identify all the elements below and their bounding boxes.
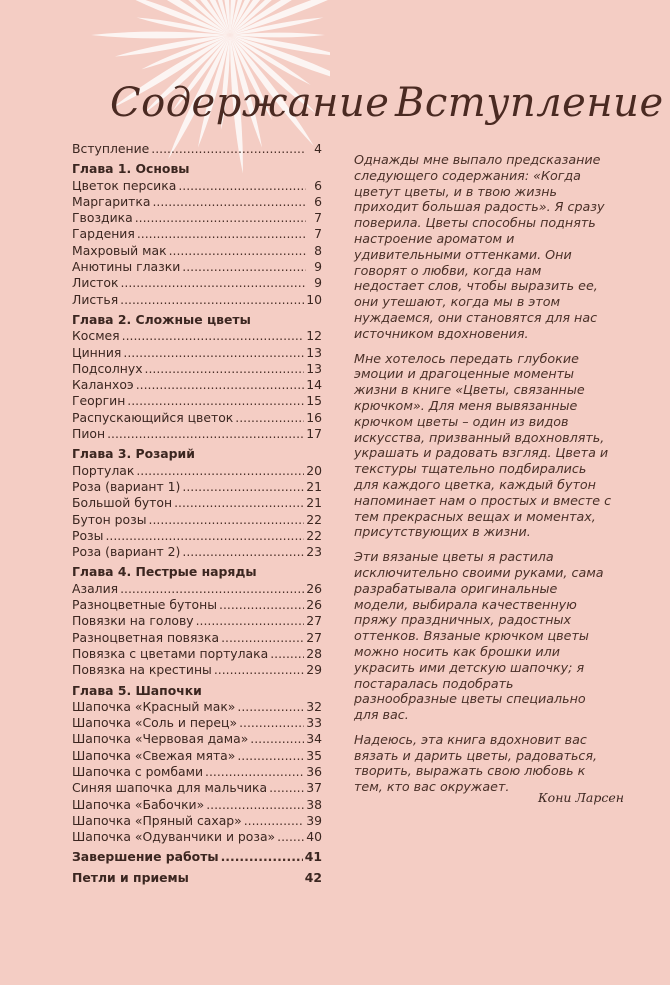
toc-title: Содержание — [110, 80, 390, 126]
toc-entry[interactable]: Каланхоэ ..... 14 — [72, 377, 322, 393]
toc-entry[interactable]: Маргаритка ..... 6 — [72, 194, 322, 210]
toc-entry[interactable]: Азалия ..... 26 — [72, 581, 322, 597]
toc-entry[interactable]: Шапочка «Одуванчики и роза» ..... 40 — [72, 829, 322, 845]
toc-entry[interactable]: Шапочка «Красный мак» ..... 32 — [72, 699, 322, 715]
intro-text — [354, 152, 614, 804]
toc-entry[interactable]: Пион ..... 17 — [72, 426, 322, 442]
intro-paragraph: Эти вязаные цветы я растила исключительно своими руками, сама разрабатывала оригинальные модели, выбирала качественную пряжу праздничных, радостных оттенков. Вязаные крючком цветы можно носить как брошки или украсить ими детскую шапочку; я постаралась подобрать разнообразные цветы специально для вас. — [354, 549, 604, 723]
toc-entry[interactable]: Листья ..... 10 — [72, 292, 322, 308]
toc-entry[interactable]: Махровый мак ..... 8 — [72, 243, 322, 259]
toc-entry[interactable]: Гардения ..... 7 — [72, 226, 322, 242]
intro-title: Вступление — [395, 80, 664, 126]
toc-entry[interactable]: Цветок персика ..... 6 — [72, 178, 322, 194]
toc-entry[interactable]: Повязки на голову ..... 27 — [72, 613, 322, 629]
toc-entry[interactable]: Анютины глазки ..... 9 — [72, 259, 322, 275]
toc-entry[interactable]: Шапочка «Пряный сахар» ..... 39 — [72, 813, 322, 829]
toc-chapter-heading: Глава 4. Пестрые наряды — [72, 564, 257, 580]
toc-entry[interactable]: Космея ..... 12 — [72, 328, 322, 344]
toc-entry-loops[interactable]: Петли и приемы 42 — [72, 869, 322, 885]
toc-entry[interactable]: Гвоздика ..... 7 — [72, 210, 322, 226]
toc-entry[interactable]: Шапочка «Свежая мята» ..... 35 — [72, 748, 322, 764]
toc-entry[interactable]: Шапочка «Соль и перец» ..... 33 — [72, 715, 322, 731]
toc-entry[interactable]: Цинния ..... 13 — [72, 345, 322, 361]
toc-entry[interactable]: Роза (вариант 2) ..... 23 — [72, 544, 322, 560]
toc-entry-intro[interactable]: Вступление ..... 4 — [72, 141, 322, 157]
toc-entry[interactable]: Разноцветная повязка ..... 27 — [72, 630, 322, 646]
toc-chapter-heading: Глава 5. Шапочки — [72, 682, 202, 698]
toc-entry[interactable]: Бутон розы ..... 22 — [72, 512, 322, 528]
toc-entry[interactable]: Шапочка «Бабочки» ..... 38 — [72, 797, 322, 813]
toc-entry[interactable]: Роза (вариант 1) ..... 21 — [72, 479, 322, 495]
intro-paragraph: Однажды мне выпало предсказание следующего содержания: «Когда цветут цветы, и в твою жизнь приходит большая радость». Я сразу поверила. Цветы способны поднять настроение ароматом и удивительными оттенками. Они говорят о любви, когда нам недостает слов, чтобы выразить ее, они утешают, когда мы в этом нуждаемся, они становятся для нас источником вдохновения. — [354, 152, 605, 341]
toc-entry[interactable]: Синяя шапочка для мальчика ..... 37 — [72, 780, 322, 796]
toc-entry[interactable]: Подсолнух ..... 13 — [72, 361, 322, 377]
toc-entry[interactable]: Распускающийся цветок ..... 16 — [72, 410, 322, 426]
toc-entry[interactable]: Листок ..... 9 — [72, 275, 322, 291]
toc-entry[interactable]: Шапочка с ромбами ..... 36 — [72, 764, 322, 780]
toc-entry[interactable]: Портулак ..... 20 — [72, 463, 322, 479]
intro-paragraph: Мне хотелось передать глубокие эмоции и драгоценные моменты жизни в книге «Цветы, связанные крючком». Для меня вывязанные крючком цветы – один из видов искусства, призванный вдохновлять, украшать и радовать взгляд. Цвета и текстуры тщательно подбирались для каждого цветка, каждый бутон напоминает нам о простых и вместе с тем прекрасных вещах и моментах, присутствующих в жизни. — [354, 350, 612, 540]
toc-entry[interactable]: Разноцветные бутоны ..... 26 — [72, 597, 322, 613]
toc-entry-finish[interactable]: Завершение работы ..... 41 — [72, 849, 322, 865]
toc-entry[interactable]: Большой бутон ..... 21 — [72, 495, 322, 511]
intro-paragraph: Надеюсь, эта книга вдохновит вас вязать и дарить цветы, радоваться, творить, выражать свою любовь к тем, кто вас окружает. — [354, 731, 598, 795]
author-signature: Кони Ларсен — [538, 790, 624, 805]
toc-entry[interactable]: Розы ..... 22 — [72, 528, 322, 544]
table-of-contents — [72, 141, 322, 886]
toc-entry[interactable]: Шапочка «Червовая дама» ..... 34 — [72, 731, 322, 747]
toc-entry[interactable]: Повязка с цветами портулака ..... 28 — [72, 646, 322, 662]
toc-chapter-heading: Глава 2. Сложные цветы — [72, 311, 251, 327]
toc-chapter-heading: Глава 3. Розарий — [72, 446, 195, 462]
toc-entry[interactable]: Георгин ..... 15 — [72, 393, 322, 409]
toc-entry[interactable]: Повязка на крестины ..... 29 — [72, 662, 322, 678]
toc-chapter-heading: Глава 1. Основы — [72, 161, 190, 177]
